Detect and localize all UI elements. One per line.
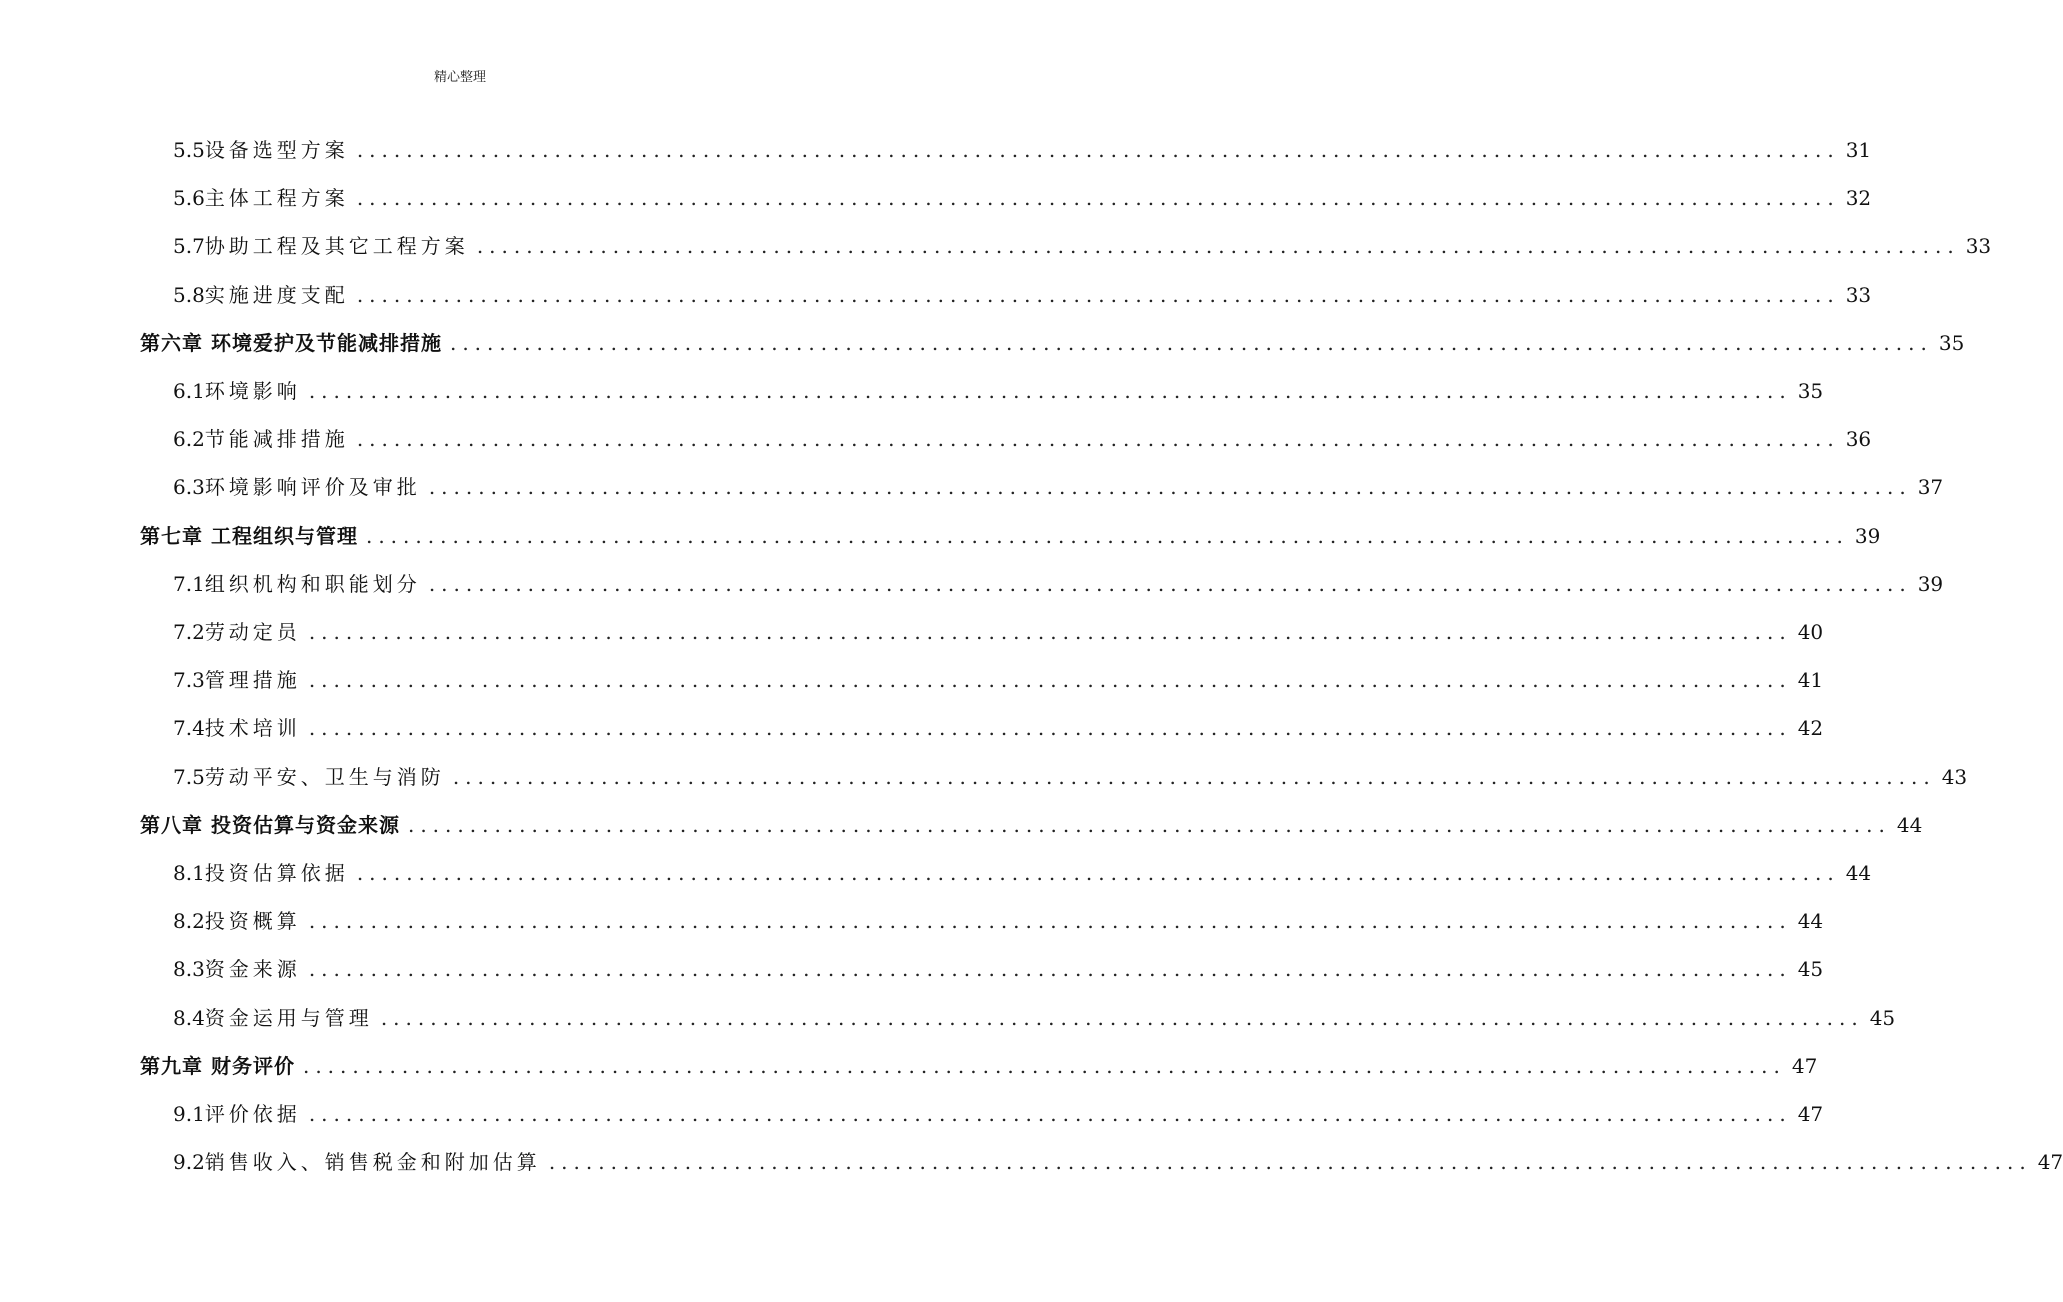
toc-page-number: 44 — [1845, 861, 1872, 885]
toc-title-text: 管理措施 — [204, 668, 301, 693]
page-header: 精心整理 — [433, 70, 486, 85]
toc-section-number: 6.1 — [173, 379, 205, 403]
toc-entry-title — [173, 863, 349, 883]
toc-page-number: 45 — [1869, 1005, 1896, 1030]
toc-entry-title — [173, 1104, 301, 1124]
toc-leader-dots: ........................................................................................................................ — [380, 1005, 1864, 1030]
toc-leader-dots: ........................................................................................................................ — [476, 234, 1960, 259]
toc-section-number: 7.4 — [173, 716, 205, 741]
toc-title-text: 第七章 工程组织与管理 — [140, 523, 358, 548]
toc-entry-title — [173, 1150, 541, 1175]
toc-chapter-entry[interactable] — [0, 305, 1965, 355]
toc-section-entry[interactable] — [0, 353, 1824, 403]
toc-page-number: 43 — [1941, 764, 1968, 789]
toc-section-entry[interactable] — [0, 257, 1872, 307]
toc-title-text: 资金来源 — [204, 957, 301, 982]
toc-entry-title — [173, 716, 301, 741]
toc-section-entry[interactable] — [0, 1076, 1824, 1126]
toc-page-number: 35 — [1938, 330, 1965, 355]
toc-entry-title — [173, 571, 421, 596]
toc-entry-title — [140, 812, 400, 837]
toc-title-text: 销售收入、销售税金和附加估算 — [204, 1150, 541, 1175]
toc-leader-dots: ........................................................................................................................ — [302, 1053, 1786, 1078]
toc-page-number: 33 — [1845, 282, 1872, 307]
toc-title-text: 环境影响 — [204, 379, 301, 403]
toc-section-entry[interactable] — [0, 1124, 2063, 1175]
toc-page-number: 33 — [1965, 234, 1992, 259]
toc-entry-title — [173, 186, 349, 211]
toc-entry-title — [173, 957, 301, 982]
toc-title-text: 协助工程及其它工程方案 — [204, 234, 469, 259]
toc-section-number: 5.5 — [173, 138, 205, 162]
toc-title-text: 投资估算依据 — [204, 861, 349, 885]
toc-title-text: 第八章 投资估算与资金来源 — [140, 812, 400, 837]
toc-page-number: 41 — [1797, 668, 1824, 693]
toc-page-number: 42 — [1797, 716, 1824, 741]
toc-page-number: 45 — [1797, 957, 1824, 982]
toc-section-entry[interactable] — [0, 883, 1824, 934]
toc-page-number: 39 — [1854, 523, 1881, 548]
toc-section-entry[interactable] — [0, 739, 1968, 789]
toc-page-number: 31 — [1845, 138, 1872, 162]
toc-section-number: 8.2 — [173, 909, 205, 934]
toc-section-number: 7.1 — [173, 571, 205, 596]
toc-section-entry[interactable] — [0, 546, 1944, 596]
toc-page-number: 37 — [1917, 475, 1944, 500]
toc-title-text: 评价依据 — [204, 1102, 301, 1126]
toc-page-number: 36 — [1845, 427, 1872, 452]
toc-entry-title — [173, 764, 445, 789]
toc-section-number: 7.5 — [173, 764, 205, 789]
toc-section-entry[interactable] — [0, 112, 1872, 162]
toc-title-text: 技术培训 — [204, 716, 301, 741]
toc-leader-dots: ........................................................................................................................ — [407, 812, 1891, 837]
toc-leader-dots: ........................................................................................................................ — [308, 909, 1792, 934]
toc-section-number: 8.1 — [173, 861, 205, 885]
toc-entry-title — [173, 475, 421, 500]
toc-leader-dots: ........................................................................................................................ — [548, 1150, 2032, 1175]
toc-leader-dots: ........................................................................................................................ — [449, 330, 1933, 355]
toc-entry-title — [140, 330, 442, 355]
toc-entry-title — [173, 140, 349, 160]
toc-page-number: 32 — [1845, 186, 1872, 211]
toc-leader-dots: ........................................................................................................................ — [308, 620, 1792, 644]
toc-section-entry[interactable] — [0, 835, 1872, 885]
toc-leader-dots: ........................................................................................................................ — [356, 186, 1840, 211]
toc-section-number: 8.3 — [173, 957, 205, 982]
toc-leader-dots: ........................................................................................................................ — [356, 427, 1840, 452]
toc-section-entry[interactable] — [0, 980, 1896, 1030]
toc-entry-title — [140, 1053, 295, 1078]
toc-section-number: 9.1 — [173, 1102, 205, 1126]
toc-leader-dots: ........................................................................................................................ — [356, 282, 1840, 307]
toc-leader-dots: ........................................................................................................................ — [356, 138, 1840, 162]
toc-section-entry[interactable] — [0, 208, 1992, 259]
toc-title-text: 设备选型方案 — [204, 138, 349, 162]
toc-leader-dots: ........................................................................................................................ — [365, 523, 1849, 548]
toc-section-number: 5.7 — [173, 234, 205, 259]
toc-entry-title — [173, 381, 301, 401]
toc-section-number: 7.2 — [173, 620, 205, 644]
toc-leader-dots: ........................................................................................................................ — [308, 957, 1792, 982]
toc-section-entry[interactable] — [0, 401, 1872, 452]
toc-entry-title — [173, 282, 349, 307]
toc-title-text: 第六章 环境爱护及节能减排措施 — [140, 330, 442, 355]
toc-entry-title — [173, 668, 301, 693]
toc-page-number: 47 — [1791, 1053, 1818, 1078]
toc-leader-dots: ........................................................................................................................ — [308, 668, 1792, 693]
toc-title-text: 劳动定员 — [204, 620, 301, 644]
toc-leader-dots: ........................................................................................................................ — [308, 1102, 1792, 1126]
toc-page-number: 47 — [1797, 1102, 1824, 1126]
toc-entry-title — [173, 1005, 373, 1030]
toc-title-text: 实施进度支配 — [204, 282, 349, 307]
toc-title-text: 第九章 财务评价 — [140, 1053, 295, 1078]
toc-title-text: 资金运用与管理 — [204, 1005, 373, 1030]
toc-section-number: 6.2 — [173, 427, 205, 452]
toc-title-text: 组织机构和职能划分 — [204, 571, 421, 596]
toc-leader-dots: ........................................................................................................................ — [308, 716, 1792, 741]
toc-page-number: 39 — [1917, 571, 1944, 596]
toc-title-text: 环境影响评价及审批 — [204, 475, 421, 500]
toc-section-entry[interactable] — [0, 449, 1944, 500]
toc-section-entry[interactable] — [0, 931, 1824, 982]
toc-title-text: 主体工程方案 — [204, 186, 349, 211]
toc-chapter-entry[interactable] — [0, 498, 1881, 548]
toc-page-number: 35 — [1797, 379, 1824, 403]
toc-title-text: 投资概算 — [204, 909, 301, 934]
toc-entry-title — [140, 523, 358, 548]
toc-leader-dots: ........................................................................................................................ — [308, 379, 1792, 403]
toc-leader-dots: ........................................................................................................................ — [356, 861, 1840, 885]
toc-page-number: 44 — [1797, 909, 1824, 934]
toc-chapter-entry[interactable] — [0, 787, 1923, 837]
toc-leader-dots: ........................................................................................................................ — [428, 571, 1912, 596]
toc-section-entry[interactable] — [0, 160, 1872, 211]
toc-section-entry[interactable] — [0, 642, 1824, 693]
toc-entry-title — [173, 427, 349, 452]
toc-entry-title — [173, 622, 301, 642]
toc-section-entry[interactable] — [0, 690, 1824, 741]
toc-section-number: 8.4 — [173, 1005, 205, 1030]
toc-section-number: 6.3 — [173, 475, 205, 500]
toc-leader-dots: ........................................................................................................................ — [452, 764, 1936, 789]
toc-section-number: 7.3 — [173, 668, 205, 693]
toc-entry-title — [173, 234, 469, 259]
toc-title-text: 劳动平安、卫生与消防 — [204, 764, 445, 789]
toc-section-number: 5.8 — [173, 282, 205, 307]
toc-section-entry[interactable] — [0, 594, 1824, 644]
toc-chapter-entry[interactable] — [0, 1028, 1818, 1078]
toc-page-number: 47 — [2037, 1150, 2063, 1175]
toc-title-text: 节能减排措施 — [204, 427, 349, 452]
toc-page-number: 40 — [1797, 620, 1824, 644]
toc-leader-dots: ........................................................................................................................ — [428, 475, 1912, 500]
toc-page-number: 44 — [1896, 812, 1923, 837]
toc-entry-title — [173, 909, 301, 934]
toc-section-number: 9.2 — [173, 1150, 205, 1175]
toc-section-number: 5.6 — [173, 186, 205, 211]
